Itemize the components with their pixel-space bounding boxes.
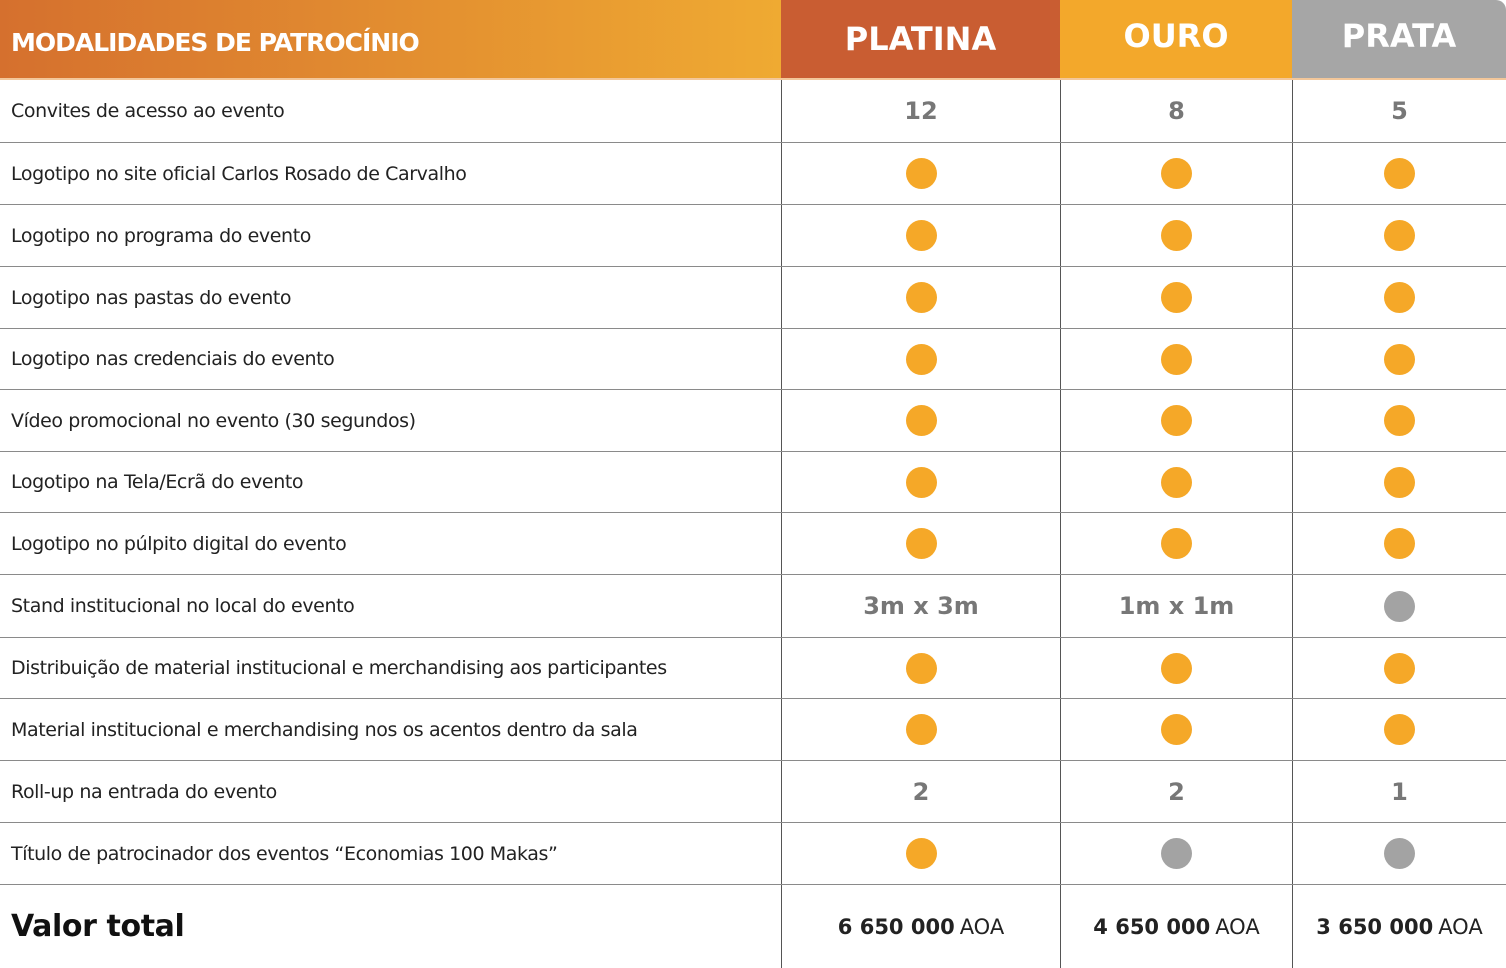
table-row: [0, 205, 1506, 267]
tier-cell: [1292, 513, 1506, 574]
tier-cell: [1292, 699, 1506, 760]
included-dot-icon: [906, 467, 937, 498]
benefit-label: Stand institucional no local do evento: [11, 595, 355, 617]
benefit-label: Título de patrocinador dos eventos “Economias 100 Makas”: [11, 842, 558, 865]
included-dot-icon: [1384, 220, 1415, 251]
benefit-label: Logotipo nas credenciais do evento: [11, 348, 335, 370]
benefit-label: Vídeo promocional no evento (30 segundos): [11, 409, 416, 432]
included-dot-icon: [1384, 467, 1415, 498]
included-dot-icon: [1161, 220, 1192, 251]
tier-cell: [1292, 390, 1506, 451]
tier-cell: [1060, 699, 1292, 760]
not-included-dot-icon: [1384, 591, 1415, 622]
tier-cell: [1292, 267, 1506, 328]
included-dot-icon: [906, 282, 937, 313]
benefit-label: Logotipo na Tela/Ecrã do evento: [11, 471, 304, 493]
table-row: [0, 143, 1506, 205]
benefit-label: Logotipo no programa do evento: [11, 224, 311, 247]
total-value: 6 650 000: [837, 914, 955, 939]
tier-cell: [781, 390, 1060, 451]
tier-cell: [1292, 638, 1506, 698]
benefit-label: Logotipo no púlpito digital do evento: [11, 532, 347, 555]
included-dot-icon: [1384, 405, 1415, 436]
included-dot-icon: [1384, 344, 1415, 375]
table-row: [0, 80, 1506, 143]
table-row: [0, 513, 1506, 575]
table-row: [0, 390, 1506, 452]
tier-ouro: OURO: [1060, 0, 1292, 78]
tier-value: 1: [1391, 777, 1408, 806]
tier-cell: [1292, 143, 1506, 204]
tier-value: 1m x 1m: [1118, 592, 1235, 620]
tier-cell: [781, 80, 1060, 142]
included-dot-icon: [1161, 467, 1192, 498]
included-dot-icon: [1384, 528, 1415, 559]
tier-cell: [781, 699, 1060, 760]
tier-cell: [781, 761, 1060, 822]
tier-platina: PLATINA: [781, 0, 1060, 78]
benefit-label: Logotipo no site oficial Carlos Rosado de Carvalho: [11, 162, 467, 185]
table-row: [0, 761, 1506, 823]
included-dot-icon: [1161, 528, 1192, 559]
included-dot-icon: [1384, 653, 1415, 684]
tier-cell: [1060, 143, 1292, 204]
tier-cell: [1292, 80, 1506, 142]
currency: AOA: [1215, 914, 1260, 939]
table-row: [0, 452, 1506, 513]
currency: AOA: [959, 914, 1005, 939]
included-dot-icon: [1384, 714, 1415, 745]
benefit-label: Roll-up na entrada do evento: [11, 780, 277, 803]
table-row: [0, 638, 1506, 699]
tier-value: 12: [904, 97, 938, 125]
total-value: 3 650 000: [1316, 914, 1434, 939]
tier-cell: [781, 452, 1060, 512]
included-dot-icon: [1161, 714, 1192, 745]
tier-value: 8: [1168, 97, 1185, 125]
included-dot-icon: [1161, 653, 1192, 684]
not-included-dot-icon: [1384, 838, 1415, 869]
tier-cell: [781, 329, 1060, 389]
included-dot-icon: [906, 220, 937, 251]
included-dot-icon: [1384, 158, 1415, 189]
tier-prata: PRATA: [1292, 0, 1506, 78]
tier-cell: [1060, 575, 1292, 637]
tier-cell: [1060, 329, 1292, 389]
tier-value: 2: [1168, 777, 1185, 806]
currency: AOA: [1438, 914, 1483, 939]
table-header: [0, 0, 1506, 80]
included-dot-icon: [906, 838, 937, 869]
total-row: [0, 885, 1506, 968]
tier-cell: [1060, 267, 1292, 328]
tier-cell: [781, 143, 1060, 204]
tier-cell: [1292, 761, 1506, 822]
not-included-dot-icon: [1161, 838, 1192, 869]
included-dot-icon: [906, 405, 937, 436]
tier-cell: [1292, 575, 1506, 637]
tier-cell: [1060, 638, 1292, 698]
benefit-label: Logotipo nas pastas do evento: [11, 286, 292, 309]
included-dot-icon: [906, 528, 937, 559]
tier-value: 5: [1391, 97, 1408, 125]
tier-cell: [1060, 205, 1292, 266]
table-row: [0, 699, 1506, 761]
table-row: [0, 823, 1506, 885]
included-dot-icon: [1161, 158, 1192, 189]
benefit-label: Distribuição de material institucional e merchandising aos participantes: [11, 657, 667, 679]
tier-cell: [1060, 823, 1292, 884]
included-dot-icon: [906, 653, 937, 684]
included-dot-icon: [1161, 344, 1192, 375]
tier-cell: [781, 205, 1060, 266]
table-row: [0, 575, 1506, 638]
total-value: 4 650 000: [1093, 914, 1211, 939]
tier-cell: [1060, 452, 1292, 512]
benefit-label: Convites de acesso ao evento: [11, 100, 285, 122]
tier-cell: [1292, 823, 1506, 884]
tier-cell: [781, 513, 1060, 574]
header-title: MODALIDADES DE PATROCÍNIO: [0, 0, 781, 78]
included-dot-icon: [1384, 282, 1415, 313]
tier-value: 2: [912, 777, 930, 806]
tier-cell: [1060, 390, 1292, 451]
included-dot-icon: [1161, 282, 1192, 313]
tier-cell: [1292, 452, 1506, 512]
tier-cell: [1060, 761, 1292, 822]
table-row: [0, 267, 1506, 329]
tier-cell: [1292, 329, 1506, 389]
tier-cell: [1292, 205, 1506, 266]
benefit-label: Material institucional e merchandising nos os acentos dentro da sala: [11, 718, 638, 741]
included-dot-icon: [906, 714, 937, 745]
tier-cell: [1060, 80, 1292, 142]
included-dot-icon: [906, 344, 937, 375]
tier-cell: [781, 575, 1060, 637]
tier-cell: [1060, 513, 1292, 574]
table-row: [0, 329, 1506, 390]
included-dot-icon: [1161, 405, 1192, 436]
total-label: Valor total: [11, 909, 185, 944]
tier-value: 3m x 3m: [863, 592, 979, 620]
tier-cell: [781, 267, 1060, 328]
tier-cell: [781, 823, 1060, 884]
tier-cell: [781, 638, 1060, 698]
included-dot-icon: [906, 158, 937, 189]
